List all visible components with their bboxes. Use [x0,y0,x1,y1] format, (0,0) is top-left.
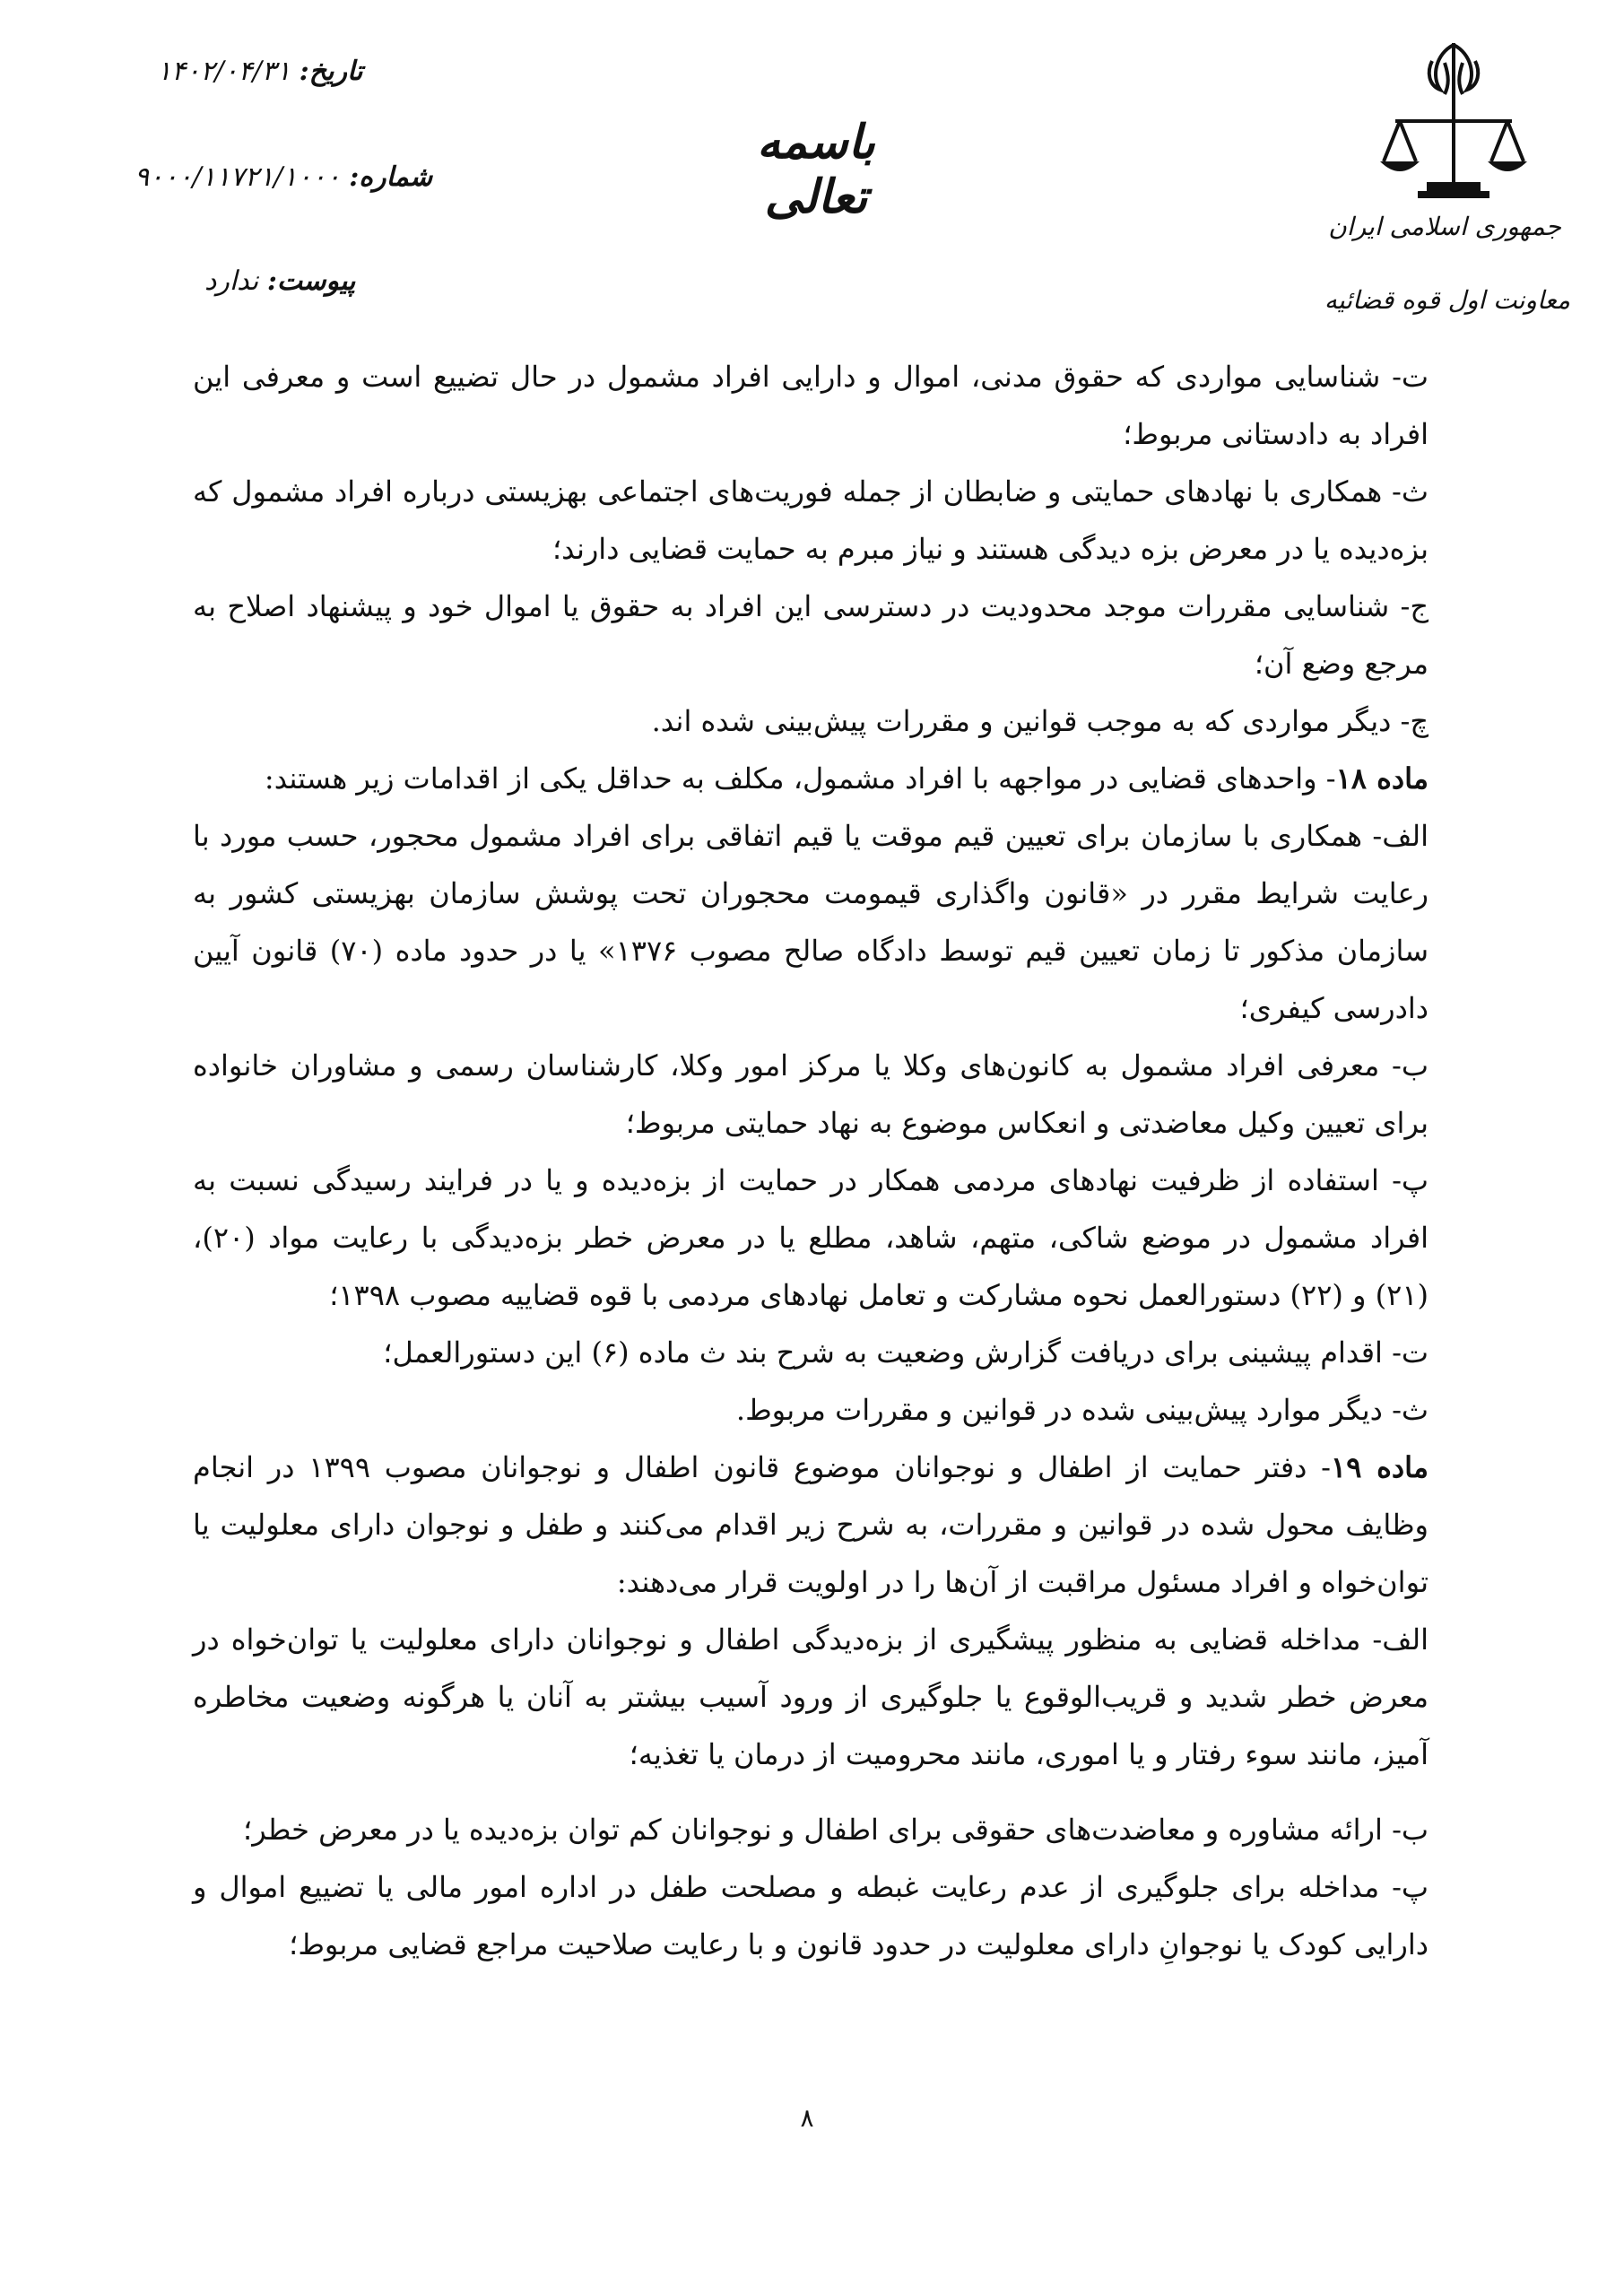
number-field [135,161,432,193]
article-18-pe: پ- استفاده از ظرفیت نهادهای مردمی همکار در حمایت از بزه‌دیده و یا در فرایند رسیدگی نسبت به افراد مشمول در موضع شاکی، متهم، شاهد، مطلع یا در معرض خطر بزه‌دیدگی با رعایت مواد (۲۰)، (۲۱) و (۲۲) دستورالعمل نحوه مشارکت و تعامل نهادهای مردمی با قوه قضاییه مصوب ۱۳۹۸؛ [193,1163,1429,1312]
article-18-be: ب- معرفی افراد مشمول به کانون‌های وکلا یا مرکز امور وکلا، کارشناسان رسمی و مشاوران خانواده برای تعیین وکیل معاضدتی و انعکاس موضوع به نهاد حمایتی مربوط؛ [193,1048,1429,1140]
attachment-label: پیوست: [266,265,356,297]
article-19 [193,1439,1429,1611]
paragraph-te: ت- شناسایی مواردی که حقوق مدنی، اموال و دارایی افراد مشمول در حال تضییع است و معرفی این افراد به دادستانی مربوط؛ [193,360,1429,451]
article-19-alef: الف- مداخله قضایی به منظور پیشگیری از بزه‌دیدگی اطفال و نوجوانان دارای معلولیت یا توان‌خواه در معرض خطر شدید و قریب‌الوقوع یا جلوگیری از ورود آسیب بیشتر به آنان یا هرگونه وضعیت مخاطره آمیز، مانند سوء رفتار و یا اموری، مانند محرومیت از درمان یا تغذیه؛ [193,1622,1429,1771]
article-19-title: ماده ۱۹ [1331,1450,1429,1484]
page-number: ۸ [800,2103,814,2133]
date-field [157,56,362,87]
article-18-se: ث- دیگر موارد پیش‌بینی شده در قوانین و مقررات مربوط. [735,1393,1429,1427]
article-19-pe: پ- مداخله برای جلوگیری از عدم رعایت غبطه و مصلحت طفل در اداره امور مالی یا تضییع اموال و دارایی کودک یا نوجوانِ دارای معلولیت در حدود قانون و با رعایت صلاحیت مراجع قضایی مربوط؛ [193,1870,1429,1961]
article-18-te: ت- اقدام پیشینی برای دریافت گزارش وضعیت به شرح بند ث ماده (۶) این دستورالعمل؛ [383,1335,1429,1370]
article-18-alef: الف- همکاری با سازمان برای تعیین قیم موقت یا قیم اتفاقی برای افراد مشمول محجور، حسب مورد با رعایت شرایط مقرر در «قانون واگذاری قیمومت محجوران تحت پوشش سازمان بهزیستی کشور به سازمان مذکور تا زمان تعیین قیم توسط دادگاه صالح مصوب ۱۳۷۶» یا در حدود ماده (۷۰) قانون آیین دادرسی کیفری؛ [193,819,1429,1025]
basmala-heading: باسمه تعالی [757,115,875,224]
paragraph-jim: ج- شناسایی مقررات موجد محدودیت در دسترسی این افراد به حقوق یا اموال خود و پیشنهاد اصلاح به مرجع وضع آن؛ [193,589,1429,681]
issuing-office: معاونت اول قوه قضائیه [1324,285,1570,315]
attachment-value: ندارد [204,265,259,297]
paragraph-che: چ- دیگر مواردی که به موجب قوانین و مقررات پیش‌بینی شده اند. [651,704,1429,738]
number-value: ۹۰۰۰/۱۱۷۲۱/۱۰۰۰ [135,161,341,193]
emblem-caption: جمهوری اسلامی ایران [1328,212,1561,241]
attachment-field [204,265,355,297]
article-18 [193,750,1429,807]
document-body [193,348,1429,1973]
paragraph-se: ث- همکاری با نهادهای حمایتی و ضابطان از جمله فوریت‌های اجتماعی بهزیستی درباره افراد مشمول که بزه‌دیده یا در معرض بزه دیدگی هستند و نیاز مبرم به حمایت قضایی دارند؛ [193,474,1429,566]
date-value: ۱۴۰۲/۰۴/۳۱ [157,56,291,87]
article-19-text: - دفتر حمایت از اطفال و نوجوانان موضوع قانون اطفال و نوجوانان مصوب ۱۳۹۹ در انجام وظایف محول شده در قوانین و مقررات، به شرح زیر اقدام می‌کنند و طفل و نوجوان دارای معلولیت یا توان‌خواه و افراد مسئول مراقبت از آن‌ها را در اولویت قرار می‌دهند: [193,1450,1429,1599]
emblem-block [1328,36,1561,241]
article-18-title: ماده ۱۸ [1335,761,1429,796]
date-label: تاریخ: [299,56,363,87]
article-18-text: - واحدهای قضایی در مواجهه با افراد مشمول، مکلف به حداقل یکی از اقدامات زیر هستند: [264,761,1336,796]
iran-emblem-icon [1373,36,1534,206]
number-label: شماره: [349,161,433,193]
article-19-be: ب- ارائه مشاوره و معاضدت‌های حقوقی برای اطفال و نوجوانان کم توان بزه‌دیده یا در معرض خطر؛ [243,1813,1429,1847]
